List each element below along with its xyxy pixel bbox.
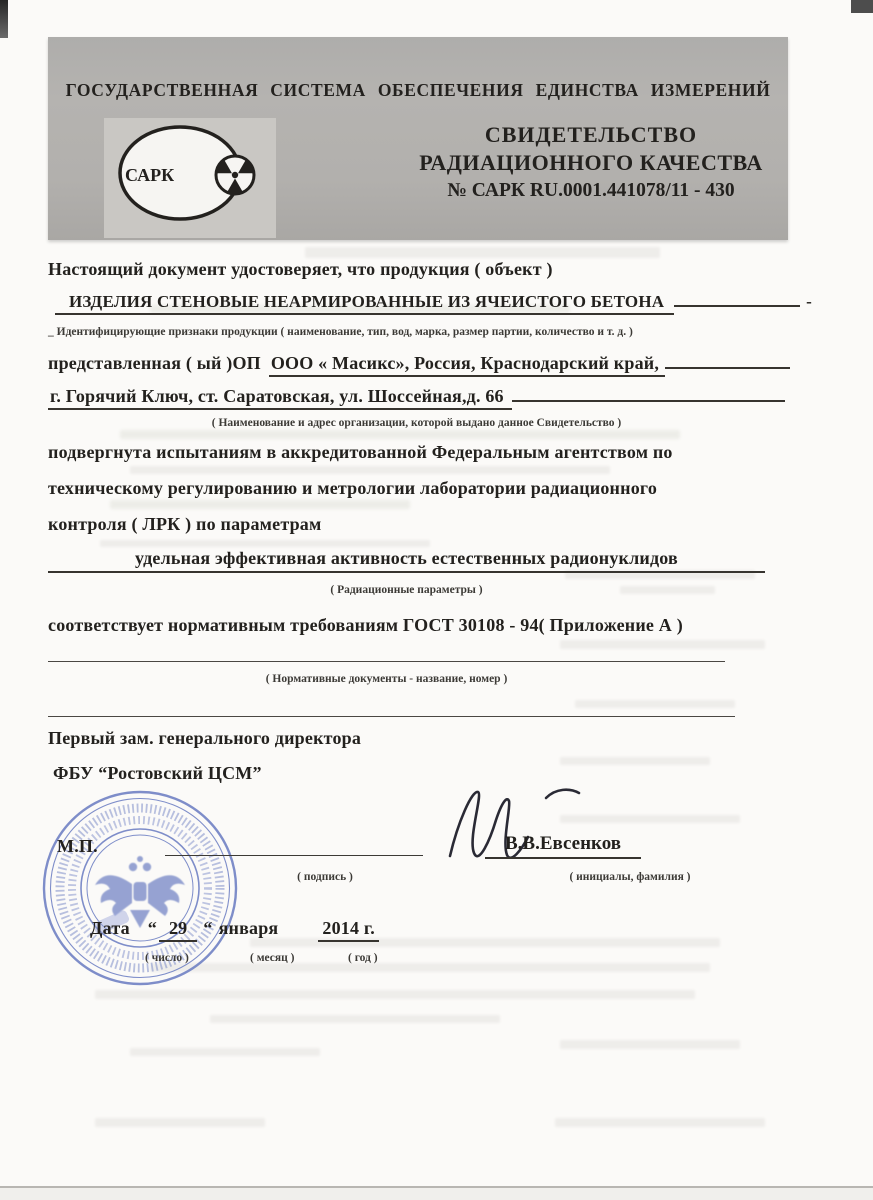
bleedthrough-artifact xyxy=(95,1118,265,1127)
date-row xyxy=(90,918,379,942)
parameters-value: удельная эффективная активность естественных радионуклидов xyxy=(48,548,765,573)
parameters-note: ( Радиационные параметры ) xyxy=(330,584,483,596)
official-seal-stamp xyxy=(40,788,240,988)
bleedthrough-artifact xyxy=(560,1040,740,1049)
blank-rule xyxy=(48,716,735,717)
year-caption: ( год ) xyxy=(348,952,378,964)
testing-line1: подвергнута испытаниям в аккредитованной Федеральным агентством по xyxy=(48,442,673,462)
open-quote: “ xyxy=(147,918,157,938)
bleedthrough-artifact xyxy=(305,247,660,258)
normative-note: ( Нормативные документы - название, номер ) xyxy=(265,673,508,685)
presented-label: представленная ( ый )ОП xyxy=(48,353,261,373)
scan-corner-artifact xyxy=(851,0,873,13)
date-day: 29 xyxy=(159,918,197,942)
sark-logo xyxy=(104,118,276,238)
intro-line: Настоящий документ удостоверяет, что продукция ( объект ) xyxy=(48,259,553,279)
blank-rule xyxy=(48,661,725,662)
radiation-trefoil-icon xyxy=(215,156,254,194)
bleedthrough-artifact xyxy=(110,500,410,509)
day-caption: ( число ) xyxy=(145,952,189,964)
scan-edge-artifact xyxy=(0,0,8,38)
doc-type-line1: СВИДЕТЕЛЬСТВО xyxy=(484,122,698,147)
bleedthrough-artifact xyxy=(560,757,710,765)
name-caption: ( инициалы, фамилия ) xyxy=(569,871,691,883)
bleedthrough-artifact xyxy=(560,640,765,649)
signature-caption: ( подпись ) xyxy=(297,871,353,883)
signer-position-line1: Первый зам. генерального директора xyxy=(48,728,362,748)
close-quote: “ xyxy=(203,918,213,938)
seal-place-abbr: М.П. xyxy=(57,836,98,856)
bleedthrough-artifact xyxy=(120,430,680,439)
organization-note: ( Наименование и адрес организации, которой выдано данное Свидетельство ) xyxy=(211,417,622,429)
signer-name: В.В.Евсенков xyxy=(485,833,641,859)
testing-line2: техническому регулированию и метрологии лаборатории радиационного xyxy=(48,478,658,498)
logo-panel xyxy=(104,118,276,238)
blank-underline xyxy=(512,384,785,402)
blank-underline xyxy=(674,289,800,307)
organization-line xyxy=(48,351,790,377)
page-bottom-shadow xyxy=(0,1188,873,1200)
compliance-line: соответствует нормативным требованиям ГОСТ 30108 - 94( Приложение А ) xyxy=(48,615,683,635)
document-title-block xyxy=(400,121,782,205)
product-trailing-dash: - xyxy=(806,292,812,311)
bleedthrough-artifact xyxy=(95,990,695,999)
date-year: 2014 г. xyxy=(318,918,379,942)
month-caption: ( месяц ) xyxy=(250,952,295,964)
bleedthrough-artifact xyxy=(575,700,735,708)
bleedthrough-artifact xyxy=(130,466,610,474)
testing-line3: контроля ( ЛРК ) по параметрам xyxy=(48,514,322,534)
bleedthrough-artifact xyxy=(100,540,430,547)
product-line xyxy=(55,289,812,315)
logo-text: САРК xyxy=(125,165,175,185)
organization-name: ООО « Масикс», Россия, Краснодарский край, xyxy=(269,353,665,377)
bleedthrough-artifact xyxy=(555,1118,765,1127)
signer-position-line2: ФБУ “Ростовский ЦСМ” xyxy=(53,763,262,783)
doc-number: № САРК RU.0001.441078/11 - 430 xyxy=(447,180,735,201)
date-month: января xyxy=(218,918,279,938)
doc-type-line2: РАДИАЦИОННОГО КАЧЕСТВА xyxy=(419,150,763,175)
signature-line xyxy=(165,855,423,856)
product-note: _ Идентифицирующие признаки продукции ( наименование, тип, вод, марка, размер партии, количество и т. д. ) xyxy=(48,326,633,338)
organization-address: г. Горячий Ключ, ст. Саратовская, ул. Шоссейная,д. 66 xyxy=(48,386,512,410)
bleedthrough-artifact xyxy=(130,1048,320,1056)
date-label: Дата xyxy=(90,918,130,938)
system-title: ГОСУДАРСТВЕННАЯ СИСТЕМА ОБЕСПЕЧЕНИЯ ЕДИНСТВА ИЗМЕРЕНИЙ xyxy=(65,80,771,100)
product-name: ИЗДЕЛИЯ СТЕНОВЫЕ НЕАРМИРОВАННЫЕ ИЗ ЯЧЕИСТОГО БЕТОНА xyxy=(55,292,674,315)
bleedthrough-artifact xyxy=(210,1015,500,1023)
blank-underline xyxy=(665,351,790,369)
address-line xyxy=(48,384,785,410)
